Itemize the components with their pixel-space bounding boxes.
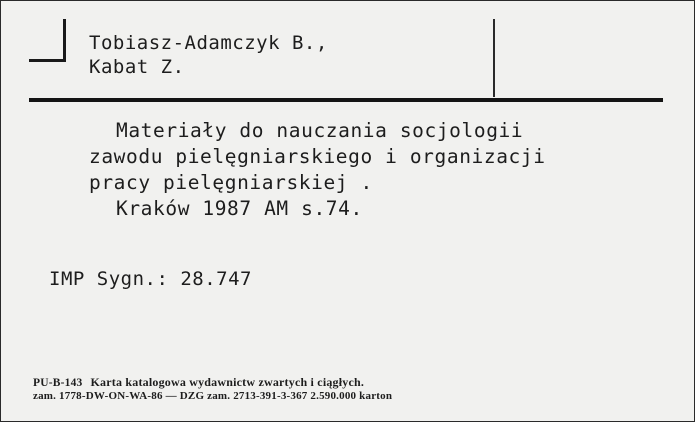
header-vertical-rule (493, 19, 495, 97)
title-line-3: pracy pielęgniarskiej . (89, 171, 373, 194)
title-line-1: Materiały do nauczania socjologii (116, 119, 524, 142)
title-line-2: zawodu pielęgniarskiego i organizacji (89, 145, 546, 168)
footer-line-2: zam. 1778-DW-ON-WA-86 — DZG zam. 2713-391-3-367 2.590.000 karton (33, 390, 393, 402)
form-code: PU-B-143 (33, 377, 83, 389)
corner-bracket-vertical (63, 19, 66, 61)
corner-bracket-horizontal (29, 59, 66, 62)
form-description: Karta katalogowa wydawnictw zwartych i ciągłych. (90, 375, 365, 389)
header-horizontal-rule (29, 98, 663, 102)
author-line-1: Tobiasz-Adamczyk B., (89, 32, 328, 54)
imprint: Kraków 1987 AM s.74. (116, 197, 363, 220)
call-number: IMP Sygn.: 28.747 (49, 268, 252, 290)
author-line-2: Kabat Z. (89, 56, 185, 78)
footer-line-1 (33, 375, 364, 390)
